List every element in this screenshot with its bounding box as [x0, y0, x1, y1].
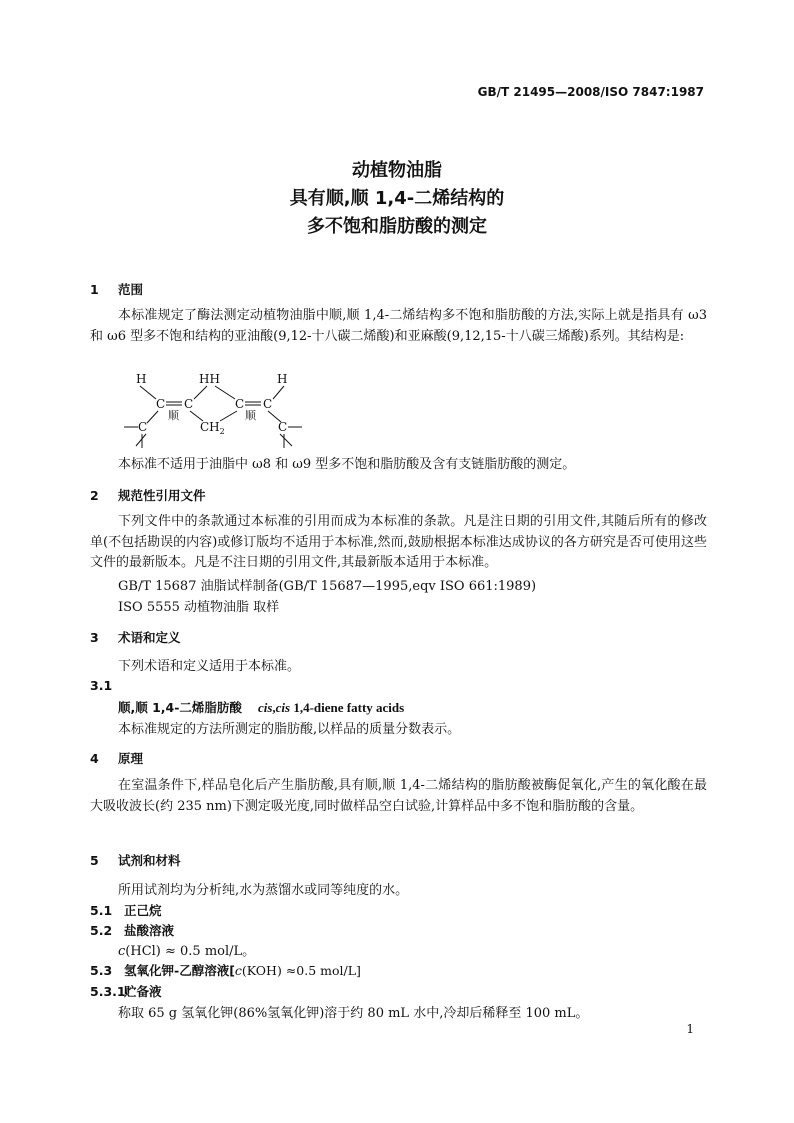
struct-c-left: C	[138, 420, 148, 434]
title-line-3: 多不饱和脂肪酸的测定	[307, 216, 487, 237]
subsection-5-3: 5.3 氢氧化钾-乙醇溶液[c(KOH) ≈0.5 mol/L]	[90, 963, 361, 978]
section-4-heading: 4 原理	[90, 751, 144, 766]
section-3-intro: 下列术语和定义适用于本标准。	[118, 659, 301, 674]
struct-c-eq1: C	[156, 397, 166, 411]
chemical-structure-diagram	[118, 368, 318, 452]
struct-h-left: H	[136, 372, 147, 386]
struct-h-right: H	[277, 372, 288, 386]
struct-c-eq4: C	[263, 397, 273, 411]
title-line-2: 具有顺,顺 1,4-二烯结构的	[289, 188, 505, 209]
normative-reference-1: GB/T 15687 油脂试样制备(GB/T 15687—1995,eqv ISO 661:1989)	[118, 579, 537, 594]
struct-hh: HH	[199, 372, 220, 386]
standard-code: GB/T 21495—2008/ISO 7847:1987	[477, 85, 704, 99]
section-5-heading: 5 试剂和材料	[90, 853, 181, 868]
section-2-paragraph: 下列文件中的条款通过本标准的引用而成为本标准的条款。凡是注日期的引用文件,其随后所有的修改单(不包括勘误的内容)或修订版均不适用于本标准,然而,鼓励根据本标准达成协议的各方研究是否可使用这些文件的最新版本。凡是不注日期的引用文件,其最新版本适用于本标准。	[90, 514, 707, 570]
normative-reference-2: ISO 5555 动植物油脂 取样	[118, 600, 280, 615]
section-3-heading: 3 术语和定义	[90, 630, 181, 645]
page-number: 1	[686, 1022, 694, 1036]
struct-ch2: $CH_2$	[200, 420, 225, 436]
struct-c-eq3: C	[235, 397, 245, 411]
hcl-concentration: c(HCl) ≈ 0.5 mol/L。	[118, 944, 256, 959]
struct-cis-2: 顺	[245, 409, 256, 422]
subsection-3-1-number: 3.1	[90, 678, 113, 693]
section-5-intro: 所用试剂均为分析纯,水为蒸馏水或同等纯度的水。	[118, 883, 409, 898]
subsection-5-1: 5.1 正己烷	[90, 903, 162, 918]
section-1-paragraph: 本标准规定了酶法测定动植物油脂中顺,顺 1,4-二烯结构多不饱和脂肪酸的方法,实际上就是指具有 ω3 和 ω6 型多不饱和结构的亚油酸(9,12-十八碳二烯酸)和亚麻酸(9,12,15-十八碳三烯酸)系列。其结构是:	[90, 308, 707, 344]
stock-solution-procedure: 称取 65 g 氢氧化钾(86%氢氧化钾)溶于约 80 mL 水中,冷却后稀释至 100 mL。	[118, 1006, 589, 1021]
section-1-exclusion: 本标准不适用于油脂中 ω8 和 ω9 型多不饱和脂肪酸及含有支链脂肪酸的测定。	[118, 457, 576, 472]
subsection-5-2: 5.2 盐酸溶液	[90, 923, 175, 938]
struct-c-eq2: C	[184, 397, 194, 411]
term-definition: 本标准规定的方法所测定的脂肪酸,以样品的质量分数表示。	[118, 722, 461, 737]
subsection-5-3-1: 5.3.1贮备液	[90, 984, 162, 999]
title-line-1: 动植物油脂	[352, 160, 442, 181]
section-1-heading: 1 范围	[90, 282, 144, 297]
struct-cis-1: 顺	[168, 409, 179, 422]
struct-c-right: C	[278, 420, 288, 434]
section-2-heading: 2 规范性引用文件	[90, 488, 206, 503]
section-4-paragraph: 在室温条件下,样品皂化后产生脂肪酸,具有顺,顺 1,4-二烯结构的脂肪酸被酶促氧化,产生的氧化酸在最大吸收波长(约 235 nm)下测定吸光度,同时做样品空白试验,计算样品中多不饱和脂肪酸的含量。	[90, 778, 707, 814]
term-entry: 顺,顺 1,4-二烯脂肪酸 cis,cis 1,4-diene fatty acids	[118, 700, 405, 715]
